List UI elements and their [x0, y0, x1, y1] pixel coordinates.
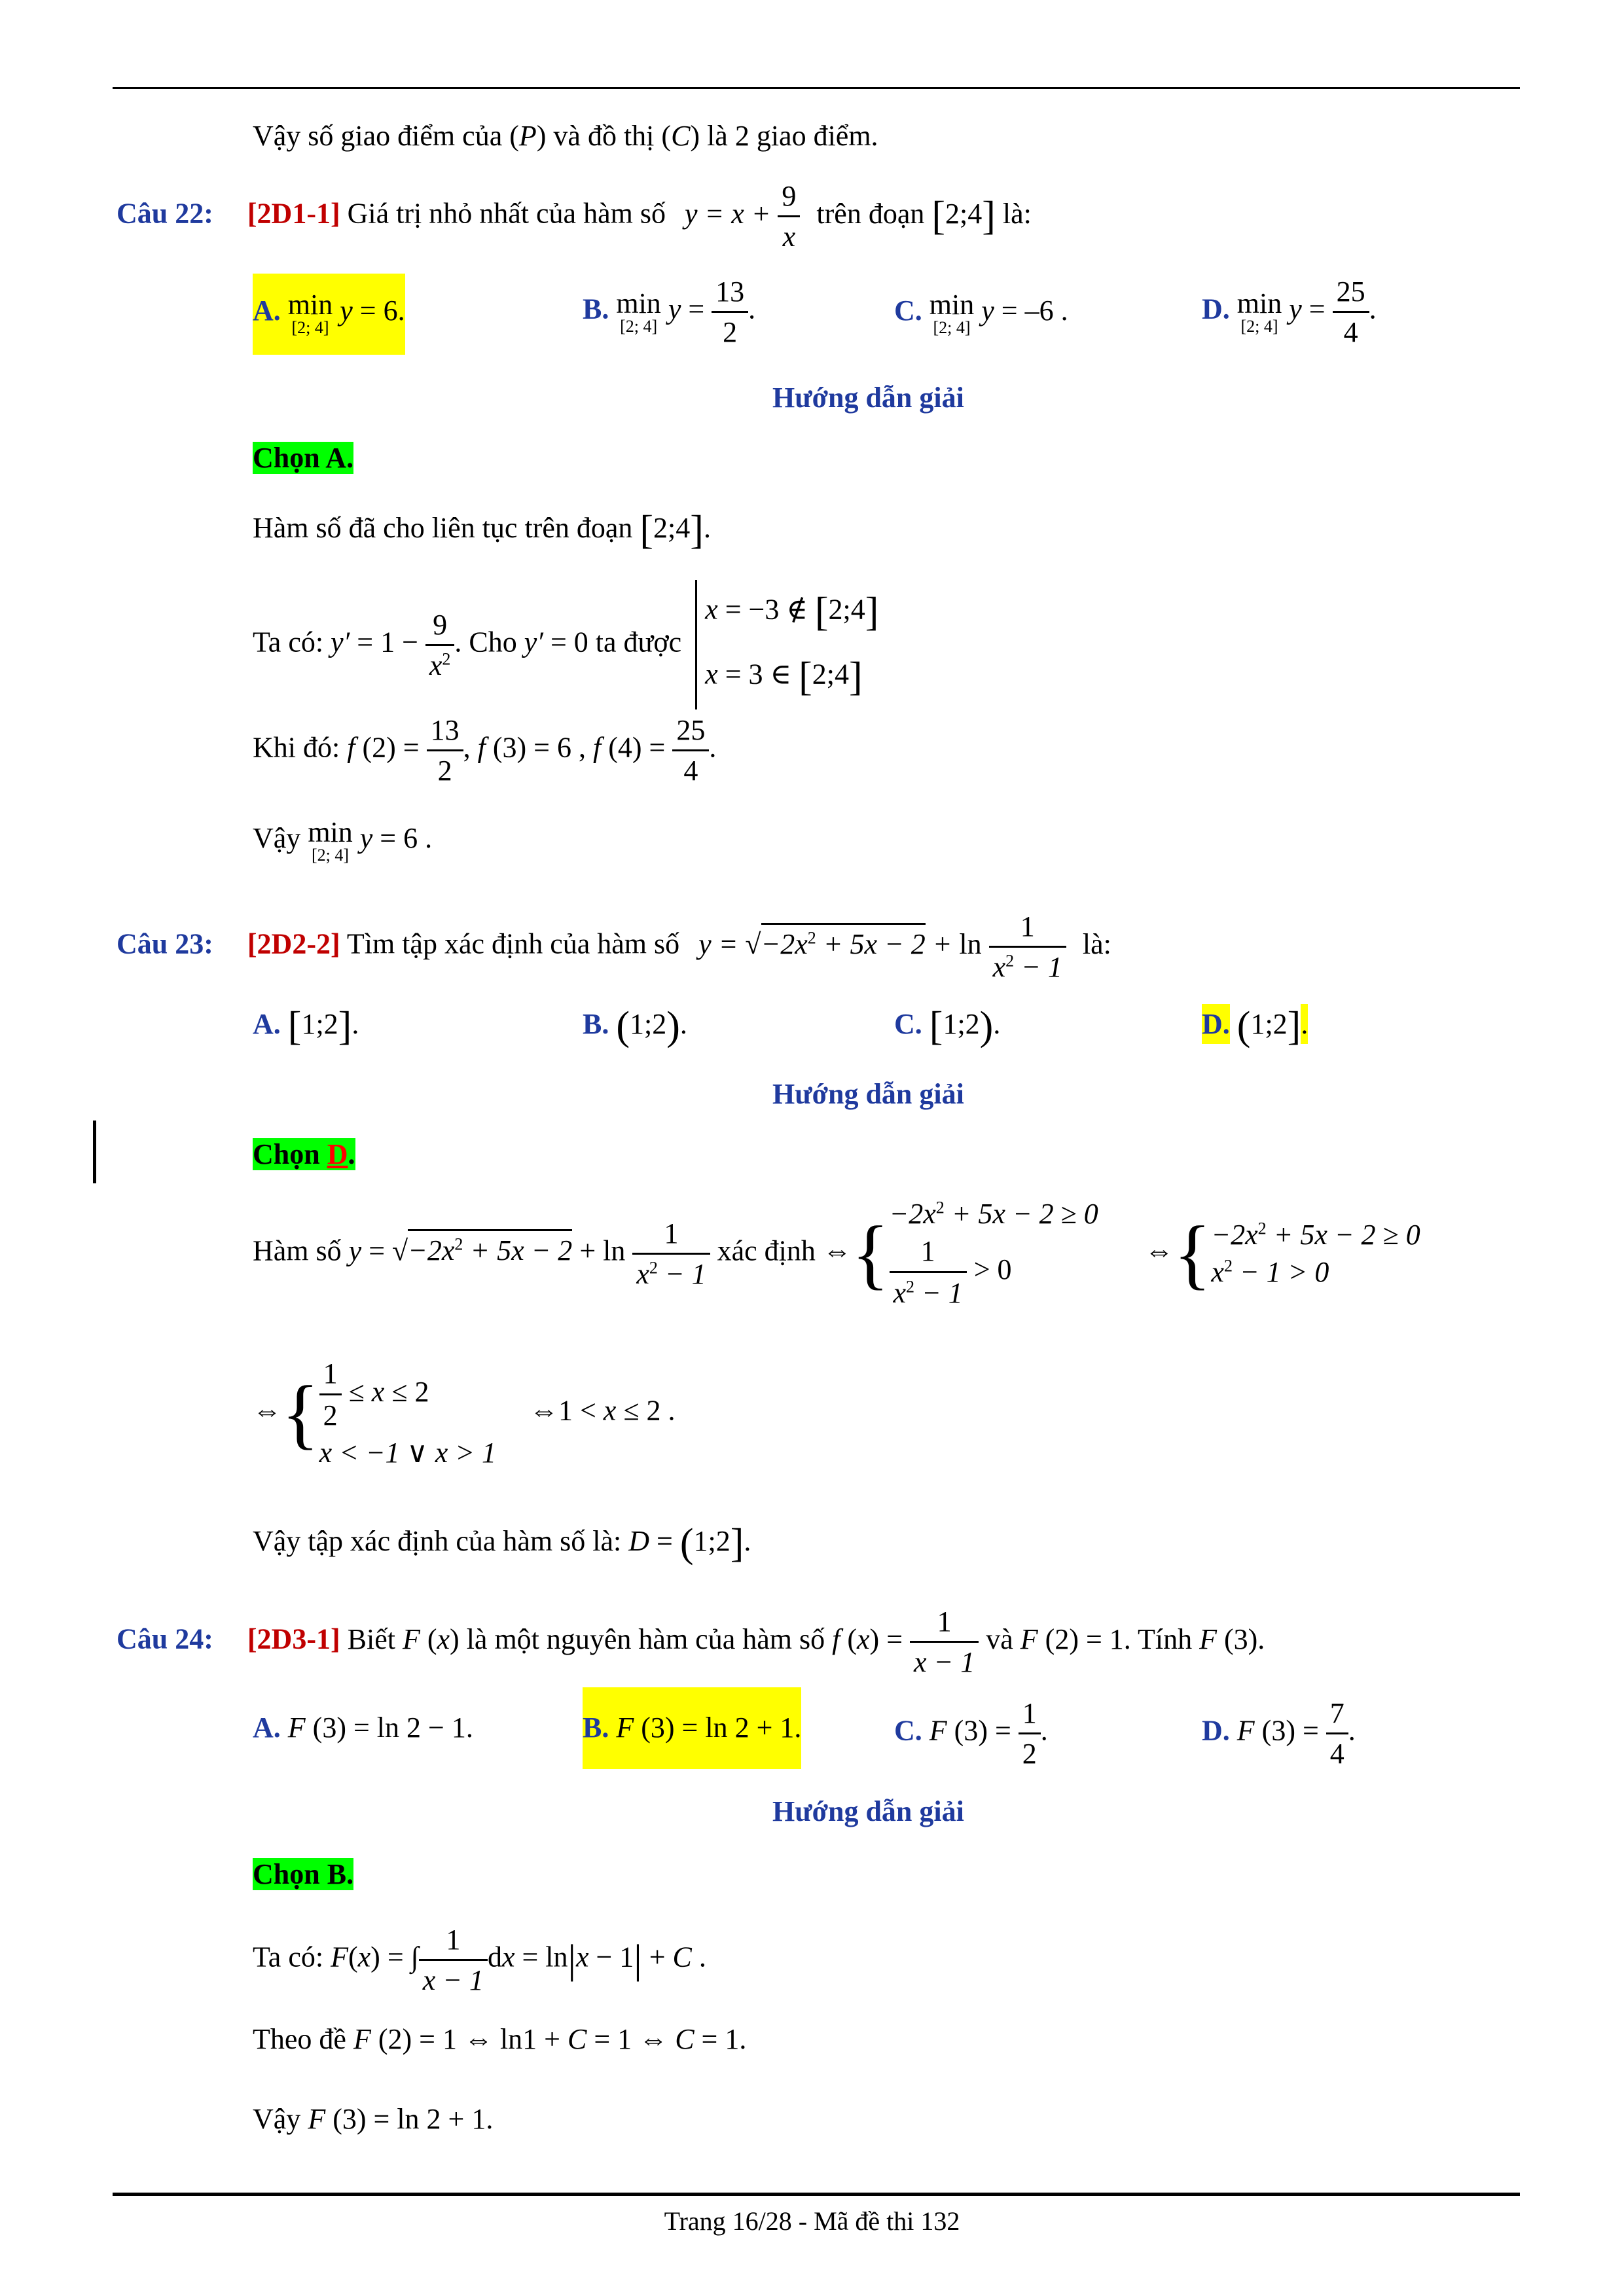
q24-stem [117, 1604, 1265, 1680]
q24-option-c[interactable]: C. F (3) = $\frac{1}{2}$ . [894, 1695, 1048, 1772]
page-footer: Trang 16/28 - Mã đề thi 132 [664, 2206, 960, 2236]
q22-guide: Hướng dẫn giải [772, 382, 964, 414]
q23-stem [117, 908, 1111, 985]
q22-option-b[interactable]: B. min [2; 4] y = $\frac{13}{2}$ . [583, 274, 755, 350]
q22-step-2: Ta có: y′ = 1 − $\frac{9}{x^2}$ . Cho y′ = 0 ta được x = −3 ∉ [2;4] x = 3 ∈ [2;4] [253, 580, 878, 709]
q24-step-2: Theo đề F (2) = 1 ⇔ ln1 + C = 1 ⇔ C = 1. [253, 2023, 747, 2055]
header-rule [113, 87, 1520, 89]
q22-stem [117, 178, 1032, 255]
q24-option-b[interactable]: B. F (3) = ln 2 + 1. [583, 1687, 801, 1769]
q22-step-1: Hàm số đã cho liên tục trên đoạn [2;4]. [253, 508, 711, 552]
footer-rule [113, 2193, 1520, 2196]
q24-step-3: Vậy F (3) = ln 2 + 1. [253, 2103, 494, 2135]
q22-code: [2D1-1] [247, 197, 340, 230]
q24-option-d[interactable]: D. F (3) = $\frac{7}{4}$ . [1202, 1695, 1356, 1772]
q22-step-4: Vậy min [2; 4] y = 6 . [253, 816, 433, 865]
q22-question: Giá trị nhỏ nhất của hàm số [347, 197, 666, 230]
q23-option-c[interactable]: C. [1;2). [894, 1004, 1001, 1049]
q22-number: Câu 22: [117, 197, 213, 230]
q22-step-3: Khi đó: f (2) = $\frac{13}{2}$ , f (3) = 6 , f (4) = $\frac{25}{4}$ . [253, 712, 716, 789]
q23-choice: Chọn D. [253, 1138, 355, 1170]
q24-question: Biết F (x) là một nguyên hàm của hàm số f (x) = $\frac{1}{x - 1}$ và F (2) = 1. Tính F (3). [348, 1623, 1265, 1655]
q23-tail: là: [1082, 927, 1111, 960]
q22-option-d[interactable]: D. min [2; 4] y = $\frac{25}{4}$ . [1202, 274, 1377, 350]
q22-option-c[interactable]: C. min [2; 4] y = –6 . [894, 289, 1068, 337]
q23-step-1: Hàm số $y = √-2x^2 + 5x - 2 + \ln$ $\frac{1}{x^2 - 1}$ xác định ⇔{ $-2x^2 + 5x - 2 \ge 0$ $\frac{1}{x^2 - 1}$ > 0 ⇔{ $-2x^2 + 5x - 2 \ge 0$ $x^2 - 1 > 0$ [253, 1195, 1420, 1312]
q23-func: $y = √-2x^2 + 5x - 2 + \ln$ $\frac{1}{x^2 - 1}$ [698, 928, 1066, 960]
q22-option-a[interactable]: A. min [2; 4] y = 6. [253, 274, 405, 359]
q23-number: Câu 23: [117, 927, 213, 960]
q23-step-2: ⇔{ $\frac{1}{2}$ ≤ x ≤ 2 x < −1 ∨ x > 1 ⇔1 < x ≤ 2 . [253, 1357, 676, 1469]
q24-code: [2D3-1] [247, 1623, 340, 1655]
q24-choice: Chọn B. [253, 1858, 354, 1890]
q23-step-3: Vậy tập xác định của hàm số là: D = (1;2]. [253, 1521, 751, 1566]
q23-guide: Hướng dẫn giải [772, 1078, 964, 1110]
q23-code: [2D2-2] [247, 927, 340, 960]
q23-option-b[interactable]: B. (1;2). [583, 1004, 687, 1049]
q23-option-a[interactable]: A. [1;2]. [253, 1004, 359, 1049]
q22-func: y = x + $\frac{9}{x}$ [685, 198, 800, 230]
q24-number: Câu 24: [117, 1623, 213, 1655]
q24-step-1: Ta có: F(x) = ∫ $\frac{1}{x - 1}$ dx = ln|x − 1| + C . [253, 1922, 706, 1998]
intro-line: Vậy số giao điểm của (P) và đồ thị (C) là 2 giao điểm. [253, 120, 878, 152]
text-cursor [93, 1121, 96, 1183]
q24-option-a[interactable]: A. F (3) = ln 2 − 1. [253, 1712, 473, 1744]
q22-tail: trên đoạn [2;4] là: [816, 193, 1032, 238]
q22-choice: Chọn A. [253, 442, 354, 474]
q23-question: Tìm tập xác định của hàm số [346, 927, 680, 960]
q23-option-d[interactable]: D. (1;2]. [1202, 1004, 1308, 1049]
q24-guide: Hướng dẫn giải [772, 1795, 964, 1827]
